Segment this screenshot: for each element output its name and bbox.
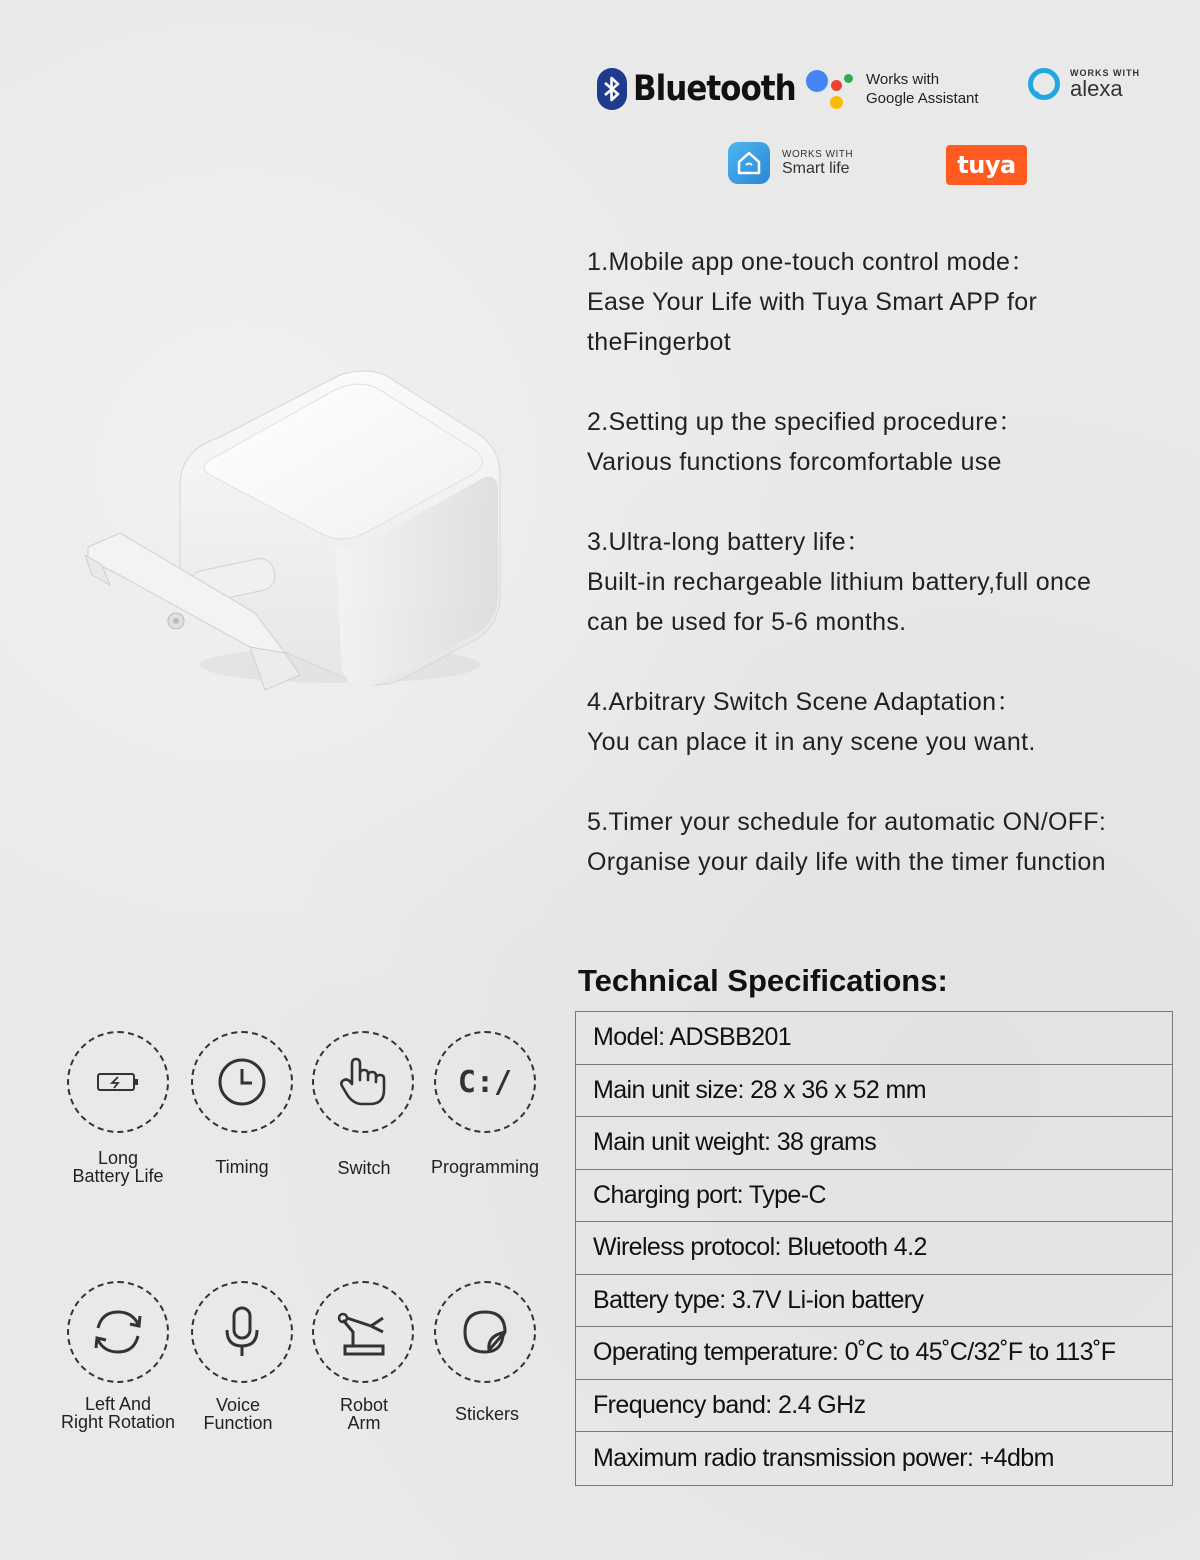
bluetooth-logo — [597, 66, 796, 112]
spec-row: Battery type: 3.7V Li-ion battery — [576, 1275, 1172, 1328]
command-line-icon: C:/ — [434, 1031, 536, 1133]
voice-label: Voice Function — [203, 1395, 273, 1433]
switch-label: Switch — [337, 1158, 391, 1178]
feature-item — [587, 242, 1187, 362]
tuya-logo — [946, 145, 1027, 185]
spec-row: Maximum radio transmission power: +4dbm — [593, 1443, 1054, 1472]
feature-text: can be used for 5-6 months. — [587, 608, 907, 636]
spec-row: Operating temperature: 0˚C to 45˚C/32˚F to 113˚F — [576, 1327, 1172, 1380]
spec-table — [575, 1011, 1173, 1486]
alexa-icon — [1028, 68, 1060, 100]
feature-text: Organise your daily life with the timer function — [587, 848, 1106, 876]
alexa-name: alexa — [1070, 76, 1123, 101]
alexa-works-with: WORKS WITH — [1070, 68, 1140, 78]
smart-life-works-with: WORKS WITH — [782, 148, 854, 160]
feature-item — [587, 802, 1187, 882]
timing-label: Timing — [215, 1157, 269, 1177]
tuya-wordmark: tuya — [957, 151, 1016, 179]
google-assistant-logo — [806, 68, 979, 110]
battery-label: Long Battery Life — [72, 1148, 164, 1186]
smart-life-name: Smart life — [782, 159, 850, 177]
feature-title: 4.Arbitrary Switch Scene Adaptation： — [587, 688, 1022, 716]
spec-row: Charging port: Type-C — [576, 1170, 1172, 1223]
rotation-arrows-icon — [67, 1281, 169, 1383]
spec-row: Main unit weight: 38 grams — [576, 1117, 1172, 1170]
spec-row: Wireless protocol: Bluetooth 4.2 — [576, 1222, 1172, 1275]
feature-text: Built-in rechargeable lithium battery,full once — [587, 568, 1092, 596]
robot-arm-label: Robot Arm — [339, 1395, 389, 1433]
spec-row: Main unit size: 28 x 36 x 52 mm — [576, 1065, 1172, 1118]
feature-list — [587, 242, 1187, 922]
smart-life-logo — [728, 142, 853, 184]
feature-text: theFingerbot — [587, 328, 731, 356]
feature-title: 3.Ultra-long battery life： — [587, 528, 872, 556]
bluetooth-wordmark: Bluetooth — [633, 68, 796, 110]
feature-title: 5.Timer your schedule for automatic ON/OFF: — [587, 808, 1107, 836]
feature-item — [587, 402, 1187, 482]
stickers-label: Stickers — [454, 1404, 519, 1424]
google-assistant-name: Google Assistant — [866, 90, 979, 107]
bluetooth-icon — [597, 68, 627, 110]
feature-title: 2.Setting up the specified procedure： — [587, 408, 1024, 436]
feature-text: Various functions forcomfortable use — [587, 448, 1002, 476]
feature-item — [587, 522, 1187, 642]
spec-row: Model: ADSBB201 — [576, 1012, 1172, 1065]
microphone-icon — [191, 1281, 293, 1383]
sticker-icon — [434, 1281, 536, 1383]
smart-home-icon — [728, 142, 770, 184]
spec-title: Technical Specifications: — [578, 963, 948, 998]
feature-title: 1.Mobile app one-touch control mode： — [587, 248, 1036, 276]
timer-icon — [191, 1031, 293, 1133]
fingerbot-product-image — [80, 365, 510, 715]
robot-arm-icon — [312, 1281, 414, 1383]
alexa-logo — [1028, 68, 1140, 100]
programming-label: Programming — [430, 1157, 540, 1177]
spec-row: Frequency band: 2.4 GHz — [576, 1380, 1172, 1433]
google-works-with: Works with — [866, 71, 940, 88]
feature-item — [587, 682, 1187, 762]
feature-text: Ease Your Life with Tuya Smart APP for — [587, 288, 1038, 316]
hand-pointer-icon — [312, 1031, 414, 1133]
google-assistant-icon — [806, 68, 854, 110]
rotation-label: Left And Right Rotation — [60, 1394, 176, 1432]
battery-icon — [67, 1031, 169, 1133]
feature-text: You can place it in any scene you want. — [587, 728, 1036, 756]
